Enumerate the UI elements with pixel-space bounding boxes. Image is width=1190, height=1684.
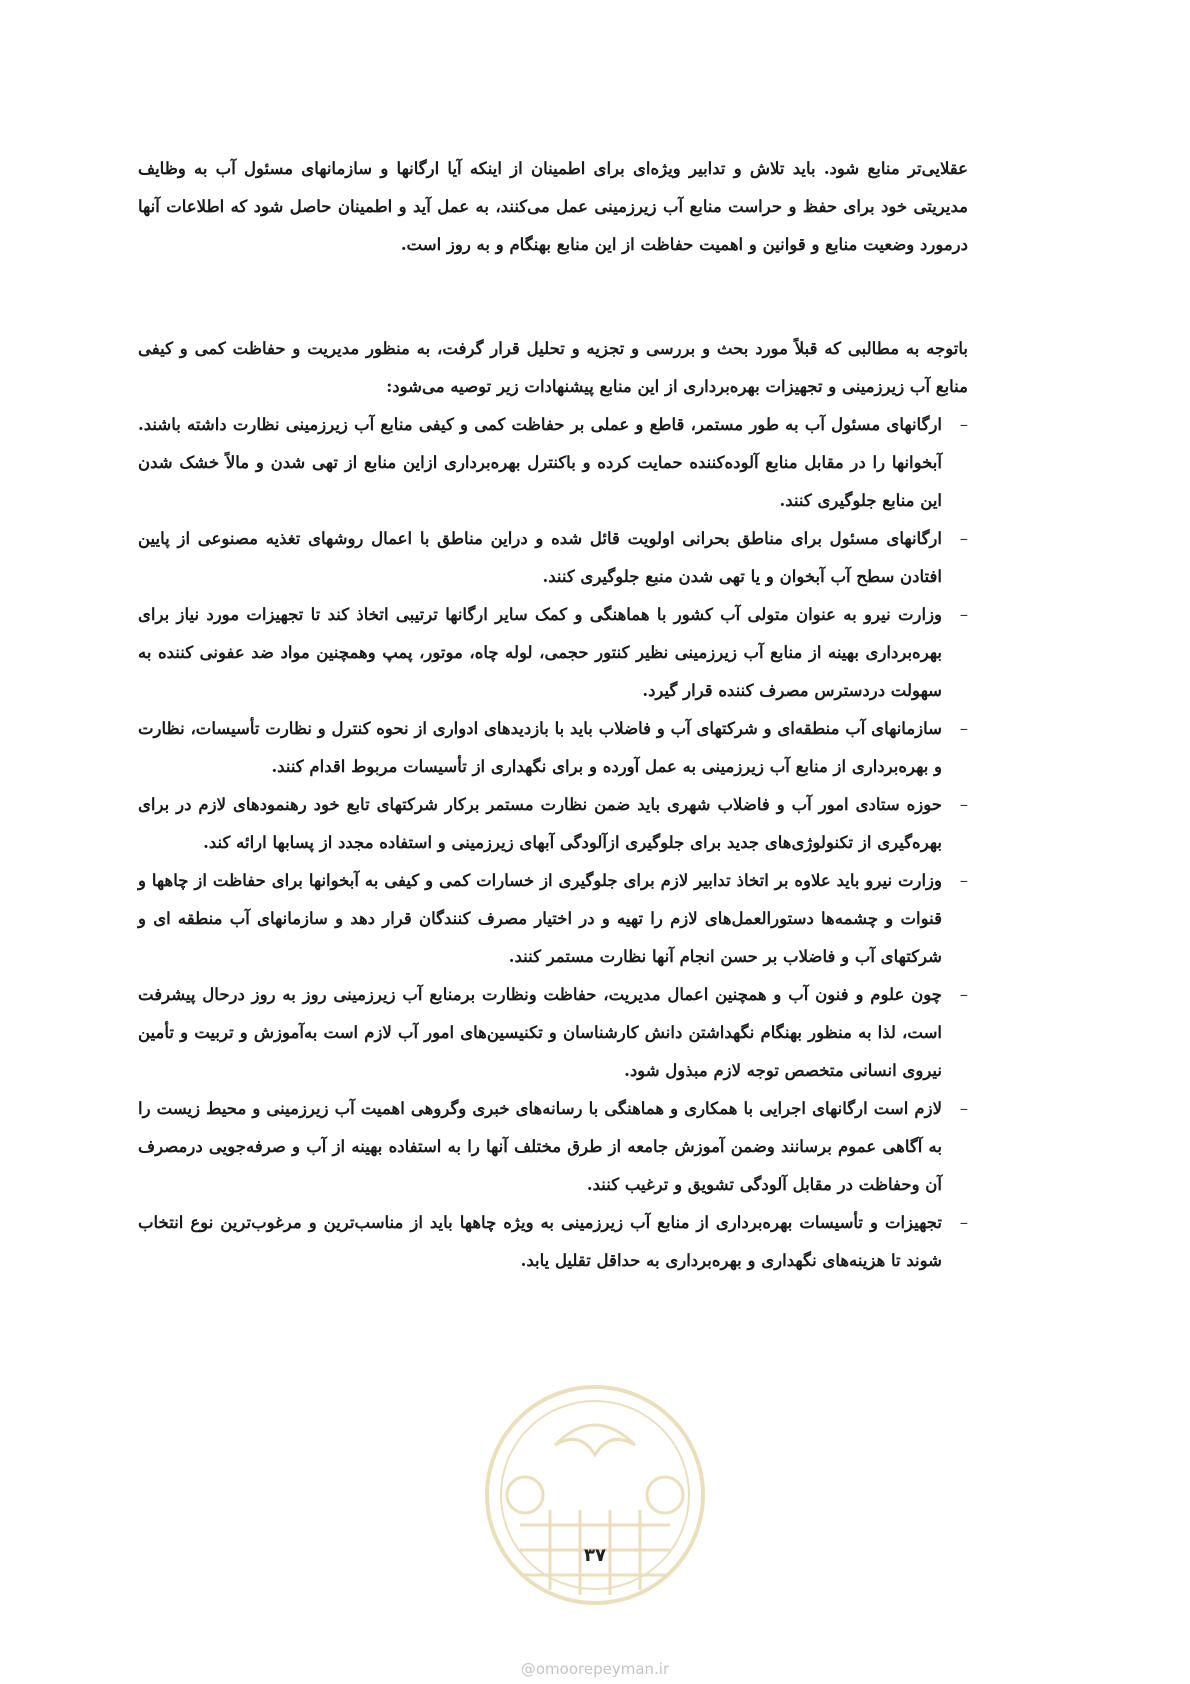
paragraph-2: باتوجه به مطالبی که قبلاً مورد بحث و بررسی و تجزیه و تحلیل قرار گرفت، به منظور مدیریت و حفاظت کمی و کیفی منابع آب زیرزمینی و تجهیزات بهره‌برداری از این منابع پیشنهادات زیر توصیه می‌شود: (138, 339, 968, 396)
watermark-seal-icon (480, 1375, 710, 1615)
bullet-dash: – (959, 719, 968, 738)
list-item-text: حوزه ستادی امور آب و فاضلاب شهری باید ضمن نظارت مستمر برکار شرکتهای تابع خود رهنمودهای لازم در برای بهره‌گیری از تکنولوژی‌های جدید برای جلوگیری ازآلودگی آبهای زیرزمینی و استفاده مجدد از پسابها ارائه کند. (138, 795, 942, 852)
list-item (138, 786, 968, 862)
bullet-dash: – (959, 1213, 968, 1232)
list-item-text: وزارت نیرو به عنوان متولی آب کشور با هماهنگی و کمک سایر ارگانها ترتیبی اتخاذ کند تا تجهیزات مورد نیاز برای بهره‌برداری بهینه از منابع آب زیرزمینی نظیر کنتور حجمی، لوله چاه، موتور، پمپ وهمچنین مواد ضد عفونی کننده به سهولت دردسترس مصرف کننده قرار گیرد. (138, 605, 942, 700)
list-item (138, 976, 968, 1090)
list-item (138, 1204, 968, 1280)
list-item-text: لازم است ارگانهای اجرایی با همکاری و هماهنگی با رسانه‌های خبری وگروهی اهمیت آب زیرزمینی و محیط زیست را به آگاهی عموم برسانند وضمن آموزش جامعه از طرق مختلف آنها را به استفاده بهینه از آب و صرفه‌جویی درمصرف آن وحفاظت در مقابل آلودگی تشویق و ترغیب کنند. (138, 1099, 942, 1194)
list-item-text: ارگانهای مسئول برای مناطق بحرانی اولویت قائل شده و دراین مناطق با اعمال روشهای تغذیه مصنوعی از پایین افتادن سطح آب آبخوان و یا تهی شدن منبع جلوگیری کنند. (138, 529, 942, 586)
list-item-text: سازمانهای آب منطقه‌ای و شرکتهای آب و فاضلاب باید با بازدیدهای ادواری از نحوه کنترل و نظارت تأسیسات، نظارت و بهره‌برداری از منابع آب زیرزمینی به عمل آورده و برای نگهداری از تأسیسات مربوط اقدام کنند. (138, 719, 942, 776)
list-item (138, 520, 968, 596)
list-item (138, 596, 968, 710)
bullet-dash: – (959, 529, 968, 548)
bullet-dash: – (959, 795, 968, 814)
list-item (138, 710, 968, 786)
list-item-text: ارگانهای مسئول آب به طور مستمر، قاطع و عملی بر حفاظت کمی و کیفی منابع آب زیرزمینی نظارت داشته باشند. آبخوانها را در مقابل منابع آلوده‌کننده حمایت کرده و باکنترل بهره‌برداری ازاین منابع از تهی شدن و مالاً خشک شدن این منابع جلوگیری کنند. (138, 415, 942, 510)
list-item-text: چون علوم و فنون آب و همچنین اعمال مدیریت، حفاظت ونظارت برمنابع آب زیرزمینی روز به روز درحال پیشرفت است، لذا به منظور بهنگام نگهداشتن دانش کارشناسان و تکنیسین‌های امور آب لازم است به‌آموزش و تربیت و تأمین نیروی انسانی متخصص توجه لازم مبذول شود. (138, 985, 942, 1080)
page-number: ۳۷ (584, 1545, 606, 1566)
list-item (138, 1090, 968, 1204)
list-item (138, 406, 968, 520)
list-item (138, 862, 968, 976)
bullet-dash: – (959, 1099, 968, 1118)
bullet-dash: – (959, 985, 968, 1004)
watermark-site-text: @omoorepeyman.ir (520, 1660, 670, 1678)
intro-paragraph-block (138, 150, 968, 264)
recommendations-block (138, 330, 968, 1280)
bullet-dash: – (959, 871, 968, 890)
recommendation-list (138, 406, 968, 1280)
paragraph-1: عقلایی‌تر منابع شود. باید تلاش و تدابیر ویژه‌ای برای اطمینان از اینکه آیا ارگانها و سازمانهای مسئول آب به وظایف مدیریتی خود برای حفظ و حراست منابع آب زیرزمینی عمل می‌کنند، به عمل آید و اطمینان حاصل شود که اطلاعات آنها درمورد وضعیت منابع و قوانین و اهمیت حفاظت از این منابع بهنگام و به روز است. (138, 159, 968, 254)
list-item-text: وزارت نیرو باید علاوه بر اتخاذ تدابیر لازم برای جلوگیری از خسارات کمی و کیفی به آبخوانها برای حفاظت از چاهها و قنوات و چشمه‌ها دستورالعمل‌های لازم را تهیه و در اختیار مصرف کنندگان قرار دهد و سازمانهای آب منطقه ای و شرکتهای آب و فاضلاب بر حسن انجام آنها نظارت مستمر کنند. (138, 871, 942, 966)
list-item-text: تجهیزات و تأسیسات بهره‌برداری از منابع آب زیرزمینی به ویژه چاهها باید از مناسب‌ترین و مرغوب‌ترین نوع انتخاب شوند تا هزینه‌های نگهداری و بهره‌برداری به حداقل تقلیل یابد. (138, 1213, 942, 1270)
bullet-dash: – (959, 605, 968, 624)
bullet-dash: – (959, 415, 968, 434)
